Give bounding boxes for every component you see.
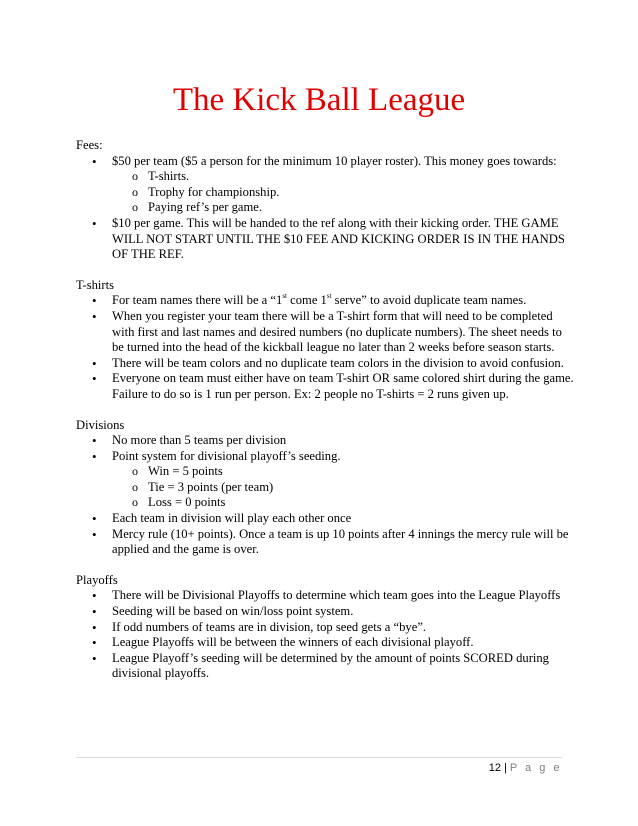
list-item: • $10 per game. This will be handed to the ref along with their kicking order. THE GAME WILL NOT START UNTIL THE $10 FEE AND KICKING ORDER IS IN THE HANDS OF THE REF. bbox=[76, 216, 576, 263]
section-heading-divisions: Divisions bbox=[76, 417, 125, 432]
list-item: • Each team in division will play each other once bbox=[76, 511, 576, 527]
list-item-text: For team names there will be a “1 bbox=[112, 293, 283, 308]
list-item: • Everyone on team must either have on team T-shirt OR same colored shirt during the game. Failure to do so is 1 run per person. Ex: 2 people no T-shirts = 2 runs given up. bbox=[76, 371, 576, 402]
sub-list-item: o Trophy for championship. bbox=[76, 185, 576, 201]
section-tshirts bbox=[76, 278, 576, 403]
list-item: • When you register your team there will be a T-shirt form that will need to be completed with first and last names and desired numbers (no duplicate numbers). The sheet needs to be turned into the head of the kickball league no later than 2 weeks before season starts. bbox=[76, 309, 576, 356]
list-item: • No more than 5 teams per division bbox=[76, 433, 576, 449]
section-playoffs bbox=[76, 573, 576, 682]
page-number: 12 bbox=[488, 762, 501, 774]
bullet-list-playoffs bbox=[76, 588, 576, 682]
list-item: • There will be Divisional Playoffs to determine which team goes into the League Playoffs bbox=[76, 588, 576, 604]
sub-list-item: o Paying ref’s per game. bbox=[76, 200, 576, 216]
list-item bbox=[76, 449, 576, 511]
list-item: • League Playoffs will be between the winners of each divisional playoff. bbox=[76, 635, 576, 651]
section-heading-playoffs: Playoffs bbox=[76, 572, 118, 587]
footer-divider bbox=[76, 757, 562, 758]
list-item: • If odd numbers of teams are in division, top seed gets a “bye”. bbox=[76, 620, 576, 636]
list-item-text: $50 per team ($5 a person for the minimum 10 player roster). This money goes towards: bbox=[112, 153, 557, 168]
list-item: • League Playoff’s seeding will be determined by the amount of points SCORED during divisional playoffs. bbox=[76, 651, 576, 682]
sub-list-item: o Loss = 0 points bbox=[76, 495, 576, 511]
page-footer bbox=[489, 762, 562, 774]
sub-list-fees bbox=[112, 169, 576, 216]
superscript: st bbox=[282, 292, 287, 301]
bullet-list-divisions bbox=[76, 433, 576, 558]
sub-list-divisions bbox=[112, 464, 576, 511]
section-fees bbox=[76, 138, 576, 263]
sub-list-item: o Win = 5 points bbox=[76, 464, 576, 480]
list-item: • Mercy rule (10+ points). Once a team is up 10 points after 4 innings the mercy rule will be applied and the game is over. bbox=[76, 527, 576, 558]
page-label: P a g e bbox=[509, 762, 562, 774]
list-item: • There will be team colors and no duplicate team colors in the division to avoid confusion. bbox=[76, 356, 576, 372]
list-item-text: serve” to avoid duplicate team names. bbox=[331, 293, 527, 308]
superscript: st bbox=[326, 292, 332, 301]
list-item-text: Point system for divisional playoff’s seeding. bbox=[112, 448, 341, 463]
section-heading-tshirts: T-shirts bbox=[76, 277, 115, 292]
sub-list-item: o Tie = 3 points (per team) bbox=[76, 480, 576, 496]
footer-separator: | bbox=[503, 762, 507, 774]
section-heading-fees: Fees: bbox=[76, 138, 103, 152]
list-item: • Seeding will be based on win/loss point system. bbox=[76, 604, 576, 620]
section-divisions bbox=[76, 418, 576, 558]
bullet-list-fees bbox=[76, 154, 576, 263]
list-item bbox=[76, 154, 576, 216]
list-item bbox=[76, 293, 576, 309]
sub-list-item: o T-shirts. bbox=[76, 169, 576, 185]
document-body bbox=[76, 138, 576, 697]
list-item-text: come 1 bbox=[286, 293, 327, 308]
page-title: The Kick Ball League bbox=[172, 82, 466, 118]
bullet-list-tshirts bbox=[76, 293, 576, 402]
